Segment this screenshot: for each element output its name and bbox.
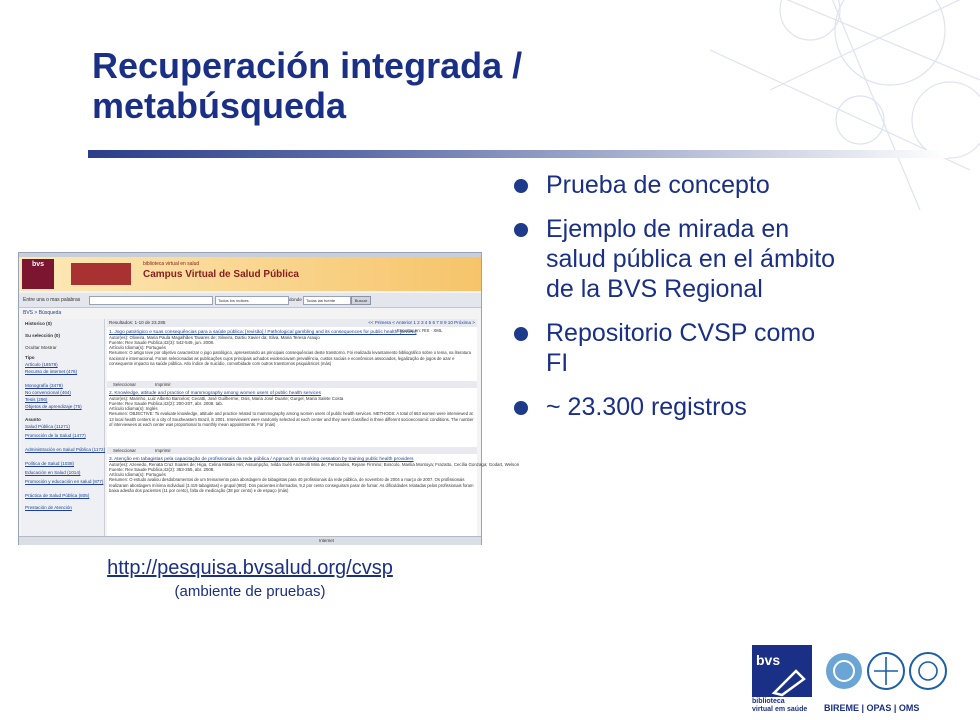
sidebar-filter[interactable]: Artículo (18578) (25, 362, 58, 367)
link-note: (ambiente de pruebas) (174, 583, 326, 600)
results-panel (107, 319, 520, 541)
record-abstract: Resumen: O artigo teve por objetivo caracterizar o jogo patológico, apresentando as principais consequências deste transtorno. Foi realizado levantamento bibliográfico sobre o tema, na literatura nacional e internacional. Foram selecionadas as publicações cujos principais achados evidenciavam prevalência, custos sociais e econômicos associados, legalização de jogos de azar e consequente impacto na saúde pública. Atlo índice de suicídio, comorbidade com outros transtornos psiquiátricos (más) (109, 350, 471, 367)
sidebar-filter[interactable]: Recurso de internet (476) (25, 369, 78, 374)
sidebar-filter[interactable]: Objetos de aprendizaje (75) (25, 404, 82, 409)
sidebar-filter[interactable]: Tesis (296) (25, 397, 48, 402)
bullet-list (510, 170, 840, 436)
select-checkbox[interactable]: Seleccionar (113, 382, 136, 387)
bullet-item (510, 214, 840, 304)
search-bar (19, 293, 481, 308)
select-checkbox[interactable]: Seleccionar (113, 448, 136, 453)
where-label: donde (289, 297, 302, 302)
sidebar-history[interactable]: Historico (0) (25, 321, 52, 326)
bvs-tagline-line1: biblioteca (752, 698, 785, 705)
sidebar-selection[interactable]: Su selección (0) (25, 333, 60, 338)
bullet-text: Repositorio CVSP como FI (546, 319, 816, 377)
campus-emblem-icon (71, 263, 131, 285)
bullet-text: Ejemplo de mirada en salud pública en el ámbito de la BVS Regional (546, 215, 836, 303)
site-title: Campus Virtual de Salud Pública (143, 269, 299, 280)
slide-title: Recuperación integrada / metabúsqueda (92, 45, 523, 126)
sidebar-filter[interactable]: No convencional (464) (25, 390, 71, 395)
search-input[interactable] (89, 296, 213, 305)
sidebar-filter[interactable]: Práctica de Salud Pública (805) (25, 493, 90, 498)
bullet-item (510, 392, 840, 422)
results-count: Resultados: 1-10 de 23.285 (109, 320, 166, 325)
record-source: Fuente: Rev Saude Publica;42(3): 542-549, jun. 2008. (109, 340, 215, 345)
record-language: Artículo Idioma(s): Portugués (109, 472, 166, 477)
site-header (19, 257, 481, 291)
record-actions-bar (107, 447, 477, 454)
record-actions-bar (107, 381, 477, 388)
breadcrumb[interactable]: BVS > Búsqueda (23, 310, 62, 316)
sidebar-heading-subject: Asunto (25, 417, 41, 422)
bullet-item (510, 170, 840, 200)
print-button[interactable]: Imprimir (155, 448, 171, 453)
sidebar-filter[interactable]: Promoción de la Salud (1477) (25, 433, 86, 438)
bvs-tagline (752, 698, 822, 714)
org-emblems-icon (824, 649, 950, 699)
site-subtitle: biblioteca virtual en salud (143, 261, 200, 267)
search-button[interactable]: Buscar (351, 296, 371, 305)
bullet-item (510, 318, 840, 378)
record-source: Fuente: Rev Saude Publica;42(2): 353-355, abr. 2008. (109, 467, 215, 472)
result-record (109, 330, 475, 367)
bullet-dot-icon (514, 179, 528, 193)
record-authors: Autor(es): Oliveira, Maria Paula Magalhães Tavares de; Silveira, Dartiu Xavier da; Silva, Maria Teresa Araujo (109, 335, 320, 340)
record-title[interactable]: 3. Atenção em tabagistas pela capacitação de profissionais da rede pública / Approach on smoking cessation by training public health providers (109, 457, 414, 462)
bullet-dot-icon (514, 327, 528, 341)
bullet-dot-icon (514, 223, 528, 237)
sidebar-filter[interactable]: Prestación de Atención (25, 505, 72, 510)
record-title[interactable]: 1. Jogo patológico e suas consequências para a saúde pública: [revisão] / Pathological gambling and its consequences for public health: [review] (109, 330, 417, 335)
record-authors: Autor(es): Marinho, Luiz Alberto Barcelos; Cecatti, José Guilherme; Osis, Maria José Duarte; Gurgel, Maria Salete Costa (109, 396, 344, 401)
record-source: Fuente: Rev Saude Publica;42(2): 200-207, abr. 2008. tab. (109, 401, 223, 406)
search-label: Entre una o mas palabras (23, 297, 81, 303)
results-header (107, 319, 477, 327)
record-abstract: Resumen: O estudo avaliou desdobramentos de um treinamento para abordagem de tabagistas para 40 profissionais da rede pública, de novembro de 2004 a março de 2007. Os profissionais realizaram abordagem mínima individual (3.419 tabagistas) e grupal (982). Dos pacientes informados, 9,2 por cento conseguiram parar de fumar. As dificuldades relatadas pelos profissionais foram baixa adesão dos pacientes (11 por cento), falta de medicação (38 por cento) e de espaço (más) (109, 477, 474, 494)
org-names: BIREME | OPAS | OMS (824, 703, 920, 713)
record-language: Artículo Idioma(s): Portugués (109, 345, 166, 350)
sidebar-heading-type: Tipo (25, 355, 35, 360)
title-underline (88, 150, 948, 158)
sidebar-filter[interactable]: Promoción y educación en salud (877) (25, 479, 104, 484)
bvs-logo-icon (752, 645, 812, 697)
browser-status-bar (19, 536, 481, 545)
result-record (109, 457, 520, 494)
sidebar-filter[interactable]: Monografía (3478) (25, 383, 63, 388)
status-zone: Internet (319, 538, 334, 543)
sidebar-filter[interactable]: Política de Salud (1038) (25, 461, 75, 466)
bullet-dot-icon (514, 401, 528, 415)
record-language: Artículo Idioma(s): Inglés (109, 406, 158, 411)
sidebar-filter[interactable]: Administración en Salud Pública (1172) (25, 447, 106, 452)
bullet-text: ~ 23.300 registros (546, 393, 747, 421)
result-record (109, 391, 475, 428)
export-links[interactable]: Exportar en: RIS · XML (397, 328, 443, 333)
embedded-screenshot (18, 252, 520, 545)
source-select[interactable]: Todas las fuente (303, 296, 351, 305)
record-abstract: Resumen: OBJECTIVE: To evaluate knowledge, attitude and practice related to mammography among women users of public health services. METHODS: A total of 663 women were interviewed at 13 local health centers in a city of Southeastern Brazil, in 2001. Interviewers were randomly selected at each center and they were classified in three different socioeconomic conditions. The number of interviewees at each center was proportional to monthly mean appointments. For (más) (109, 411, 474, 428)
bvs-tagline-line2: virtual em saúde (752, 706, 808, 713)
sidebar-filter[interactable]: Educación en Salud (1014) (25, 470, 81, 475)
print-button[interactable]: Imprimir (155, 382, 171, 387)
bvs-logo-icon (22, 259, 54, 289)
sidebar (22, 319, 105, 541)
index-select[interactable]: Todos los índices (215, 296, 289, 305)
pagination[interactable]: << Primera < Anterior 1 2 3 4 5 6 7 8 9 10 Próxima > (368, 320, 475, 325)
cvsp-link[interactable]: http://pesquisa.bvsalud.org/cvsp (107, 557, 393, 579)
record-authors: Autor(es): Azevedo, Renata Cruz Soares de; Higa, Celina Matiko Hiri; Assumpção, Ivilda Suéli Andreolli Mira de; Fernandes, Rejane Firmino; Boscolo, Marilia Montoya; Frazatto, Cecília Gonzaga; Godart, Welson (109, 462, 520, 467)
record-title[interactable]: 2. Knowledge, attitude and practice of mammography among women users of public health services (109, 391, 321, 396)
sidebar-filter[interactable]: Salud Pública (11271) (25, 424, 70, 429)
sidebar-toggle[interactable]: Ocultar Mostrar (25, 345, 57, 350)
bullet-text: Prueba de concepto (546, 171, 770, 199)
bvs-logo-text: bvs (756, 652, 781, 668)
bvs-logo-text: bvs (31, 261, 45, 268)
footer-logos (752, 645, 952, 715)
